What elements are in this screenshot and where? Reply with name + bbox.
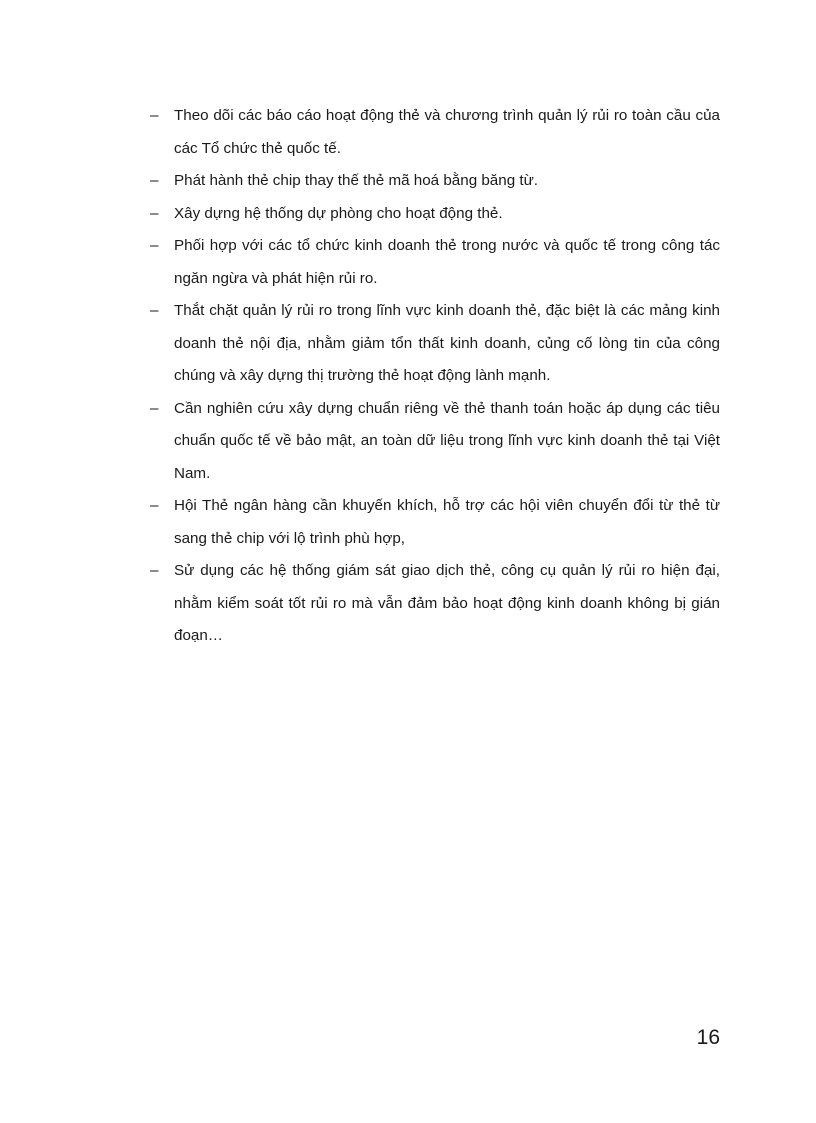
bullet-dash: – — [150, 497, 159, 514]
bullet-dash: – — [150, 172, 159, 189]
list-item — [150, 100, 720, 165]
bullet-dash: – — [150, 562, 159, 579]
list-item-text: Theo dõi các báo cáo hoạt động thẻ và chương trình quản lý rủi ro toàn cầu của các Tổ chức thẻ quốc tế. — [174, 107, 720, 157]
list-item — [150, 555, 720, 653]
bullet-list — [150, 100, 720, 653]
list-item-text: Phát hành thẻ chip thay thế thẻ mã hoá bằng băng từ. — [174, 172, 538, 189]
bullet-dash: – — [150, 204, 159, 222]
bullet-dash: – — [150, 302, 159, 319]
list-item — [150, 295, 720, 393]
list-item-text: Cần nghiên cứu xây dựng chuẩn riêng về thẻ thanh toán hoặc áp dụng các tiêu chuẩn quốc tế về bảo mật, an toàn dữ liệu trong lĩnh vực kinh doanh thẻ tại Việt Nam. — [174, 399, 720, 482]
list-item — [150, 490, 720, 555]
list-item — [150, 230, 720, 295]
bullet-dash: – — [150, 107, 159, 124]
list-item-text: Xây dựng hệ thống dự phòng cho hoạt động thẻ. — [174, 204, 503, 222]
page-body — [150, 100, 720, 653]
bullet-dash: – — [150, 399, 159, 417]
list-item-text: Sử dụng các hệ thống giám sát giao dịch thẻ, công cụ quản lý rủi ro hiện đại, nhằm kiểm soát tốt rủi ro mà vẫn đảm bảo hoạt động kinh doanh không bị gián đoạn… — [174, 562, 720, 644]
bullet-dash: – — [150, 237, 159, 254]
list-item — [150, 393, 720, 491]
list-item — [150, 165, 720, 198]
list-item-text: Thắt chặt quản lý rủi ro trong lĩnh vực kinh doanh thẻ, đặc biệt là các mảng kinh doanh thẻ nội địa, nhằm giảm tổn thất kinh doanh, củng cố lòng tin của công chúng và xây dựng thị trường thẻ hoạt động lành mạnh. — [174, 302, 720, 384]
page-number: 16 — [696, 1026, 720, 1049]
list-item-text: Phối hợp với các tổ chức kinh doanh thẻ trong nước và quốc tế trong công tác ngăn ngừa và phát hiện rủi ro. — [174, 237, 720, 287]
list-item — [150, 198, 720, 231]
list-item-text: Hội Thẻ ngân hàng cần khuyến khích, hỗ trợ các hội viên chuyển đổi từ thẻ từ sang thẻ chip với lộ trình phù hợp, — [174, 497, 720, 547]
